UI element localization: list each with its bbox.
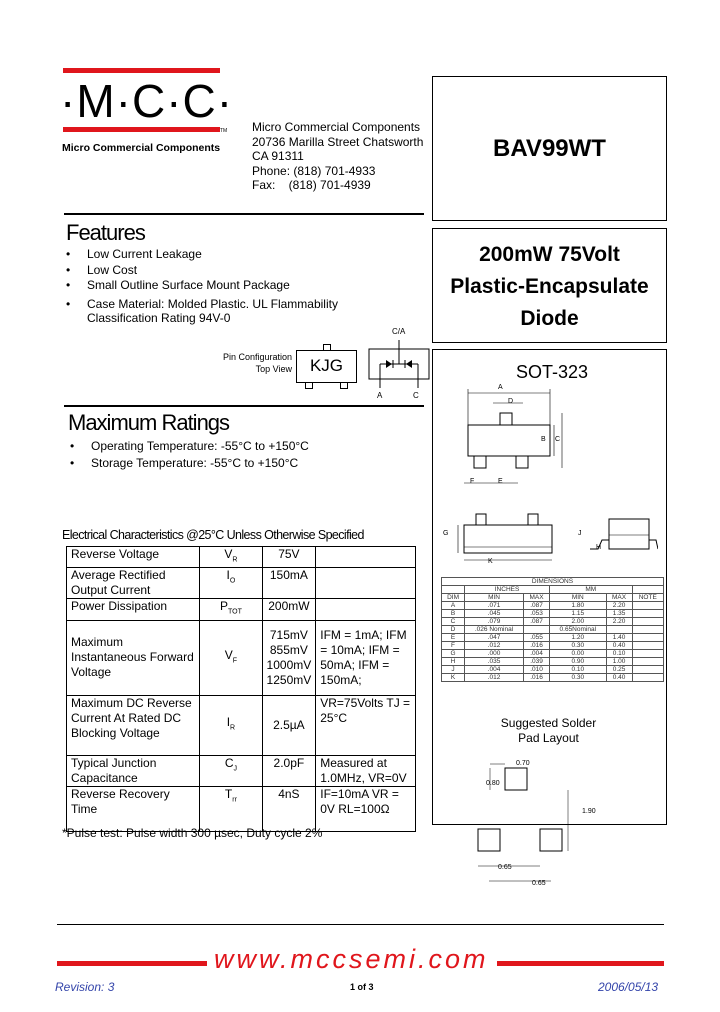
dim-row <box>442 650 664 658</box>
dim-cell <box>632 626 663 634</box>
dim-row <box>442 674 664 682</box>
dim-cell <box>606 626 632 634</box>
product-desc-box <box>432 228 667 343</box>
pin-right-label: C <box>413 391 419 400</box>
dim-cell: .012 <box>465 642 524 650</box>
table-row <box>67 695 416 755</box>
pulse-footnote: *Pulse test: Pulse width 300 µsec, Duty cycle 2% <box>62 826 323 840</box>
company-address <box>252 120 423 193</box>
dim-label-d: D <box>508 398 514 405</box>
dim-cell: .010 <box>524 666 550 674</box>
dimensions-table <box>441 577 664 682</box>
elec-symbol: $I_R$ <box>200 695 262 755</box>
date-text: 2006/05/13 <box>598 980 659 994</box>
elec-value: 2.0pF <box>262 755 316 786</box>
dim-cell: 1.15 <box>550 610 607 618</box>
dim-cell: 0.00 <box>550 650 607 658</box>
dim-cell: 1.20 <box>550 634 607 642</box>
feature-item: Low Current Leakage <box>87 247 202 261</box>
solder-dim: 0.65 <box>532 880 546 887</box>
dim-cell <box>632 666 663 674</box>
dim-cell: .055 <box>524 634 550 642</box>
dim-cell: .053 <box>524 610 550 618</box>
dim-cell: .035 <box>465 658 524 666</box>
elec-param: Average Rectified Output Current <box>67 568 200 599</box>
dim-label-g: G <box>443 530 449 537</box>
dim-group-mm: MM <box>550 586 633 594</box>
dim-cell: .045 <box>465 610 524 618</box>
table-row <box>67 547 416 568</box>
dim-col: NOTE <box>632 594 663 602</box>
elec-param: Maximum Instantaneous Forward Voltage <box>67 620 200 695</box>
ratings-list: • Operating Temperature: -55°C to +150°C • Storage Temperature: -55°C to +150°C <box>70 439 309 470</box>
elec-value: 4nS <box>262 786 316 831</box>
dim-cell: 0.40 <box>606 642 632 650</box>
address-line: Fax: (818) 701-4939 <box>252 178 371 192</box>
elec-symbol: $V_F$ <box>200 620 262 695</box>
dim-cell: H <box>442 658 465 666</box>
pin-stub <box>340 382 348 389</box>
dim-label-k: K <box>488 558 493 565</box>
table-row <box>67 599 416 620</box>
elec-symbol: $V_R$ <box>200 547 262 568</box>
product-desc-line: Diode <box>520 307 579 330</box>
dim-cell: .004 <box>524 650 550 658</box>
dim-cell: A <box>442 602 465 610</box>
elec-value: 2.5µA <box>262 695 316 755</box>
pin-config-label-2: Top View <box>255 364 292 374</box>
solder-title-1: Suggested Solder <box>500 716 597 730</box>
logo-tm: TM <box>220 128 228 134</box>
dim-col: DIM <box>442 594 465 602</box>
dim-cell: 0.65Nominal <box>550 626 607 634</box>
dim-cell: 0.30 <box>550 642 607 650</box>
dim-cell: 2.00 <box>550 618 607 626</box>
elec-cond <box>316 568 416 599</box>
dim-cell: 0.10 <box>606 650 632 658</box>
dim-cell: B <box>442 610 465 618</box>
marking-box <box>296 350 357 383</box>
dim-cell: .012 <box>465 674 524 682</box>
dim-cell <box>632 618 663 626</box>
dim-cell: 0.25 <box>606 666 632 674</box>
elec-value: 200mW <box>262 599 316 620</box>
schematic-icon <box>368 340 430 390</box>
feature-item: Low Cost <box>87 262 138 277</box>
dim-label-f: F <box>470 478 475 485</box>
elec-heading: Electrical Characteristics @25°C Unless Otherwise Specified <box>62 528 364 542</box>
dim-cell: .016 <box>524 674 550 682</box>
elec-param: Power Dissipation <box>67 599 200 620</box>
dim-row <box>442 626 664 634</box>
dim-row <box>442 642 664 650</box>
dim-cell: 2.20 <box>606 618 632 626</box>
dim-cell: F <box>442 642 465 650</box>
page-number: 1 of 3 <box>350 982 374 992</box>
dim-group-inches: INCHES <box>465 586 550 594</box>
solder-dim: 0.65 <box>498 864 512 871</box>
solder-dim: 0.70 <box>516 760 530 767</box>
dim-title: DIMENSIONS <box>442 578 664 586</box>
footer-red-bar-right <box>497 961 664 966</box>
elec-param: Typical Junction Capacitance <box>67 755 200 786</box>
dim-cell: J <box>442 666 465 674</box>
features-rule <box>64 213 424 215</box>
dim-cell: 1.35 <box>606 610 632 618</box>
elec-cond: VR=75Volts TJ = 25°C <box>316 695 416 755</box>
dim-cell <box>524 626 550 634</box>
pin-stub <box>305 382 313 389</box>
elec-cond <box>316 547 416 568</box>
logo-top-bar <box>63 68 220 73</box>
dim-row <box>442 634 664 642</box>
elec-symbol: $T_{rr}$ <box>200 786 262 831</box>
dim-cell: 0.10 <box>550 666 607 674</box>
elec-symbol: $C_J$ <box>200 755 262 786</box>
elec-cond: IF=10mA VR = 0V RL=100Ω <box>316 786 416 831</box>
dim-col: MAX <box>524 594 550 602</box>
dim-cell <box>632 634 663 642</box>
elec-cond: Measured at 1.0MHz, VR=0V <box>316 755 416 786</box>
dim-cell: 0.40 <box>606 674 632 682</box>
rating-item: Operating Temperature: -55°C to +150°C <box>91 439 309 453</box>
dim-label-h: H <box>596 544 602 551</box>
rating-item: Storage Temperature: -55°C to +150°C <box>91 455 299 470</box>
pin-config-label <box>200 351 292 375</box>
dim-cell: .079 <box>465 618 524 626</box>
marking-code: KJG <box>309 356 344 375</box>
dim-cell: .016 <box>524 642 550 650</box>
elec-symbol: $I_O$ <box>200 568 262 599</box>
product-desc-line: Plastic-Encapsulate <box>450 275 649 298</box>
pin-left-label: A <box>377 391 383 400</box>
dim-label-a: A <box>498 384 503 391</box>
dim-col: MIN <box>550 594 607 602</box>
dim-label-e: E <box>498 478 503 485</box>
address-line: Micro Commercial Components <box>252 120 421 134</box>
ratings-rule <box>64 405 424 407</box>
elec-value: 75V <box>262 547 316 568</box>
dim-label-j: J <box>578 530 582 537</box>
dim-row <box>442 602 664 610</box>
package-drawing-icon <box>438 385 658 585</box>
part-number: BAV99WT <box>493 135 606 162</box>
dim-cell: 1.80 <box>550 602 607 610</box>
package-name: SOT-323 <box>516 362 589 382</box>
dim-cell: 1.00 <box>606 658 632 666</box>
dim-cell: 2.20 <box>606 602 632 610</box>
table-row <box>67 786 416 831</box>
features-heading: Features <box>66 220 145 245</box>
dim-cell: .087 <box>524 602 550 610</box>
dim-col: MAX <box>606 594 632 602</box>
dim-cell: .026 Nominal <box>465 626 524 634</box>
dim-cell <box>632 650 663 658</box>
dim-cell: .004 <box>465 666 524 674</box>
website-link[interactable]: www.mccsemi.com <box>214 944 489 974</box>
dim-cell <box>632 642 663 650</box>
dim-cell: 0.90 <box>550 658 607 666</box>
elec-cond: IFM = 1mA; IFM = 10mA; IFM = 50mA; IFM = 150mA; <box>316 620 416 695</box>
dim-cell <box>632 602 663 610</box>
solder-dim: 1.90 <box>582 808 596 815</box>
elec-param: Maximum DC Reverse Current At Rated DC Blocking Voltage <box>67 695 200 755</box>
pin-stub <box>323 344 331 351</box>
dim-cell: C <box>442 618 465 626</box>
logo-text: ·M·C·C· <box>60 75 234 127</box>
dim-cell: D <box>442 626 465 634</box>
address-line: CA 91311 <box>252 149 304 163</box>
elec-table <box>66 546 416 832</box>
dim-cell: G <box>442 650 465 658</box>
dim-label-b: B <box>541 436 546 443</box>
dim-cell: .039 <box>524 658 550 666</box>
elec-value: 150mA <box>262 568 316 599</box>
logo-bottom-bar <box>63 127 220 132</box>
footer-red-bar-left <box>57 961 207 966</box>
table-row <box>67 568 416 599</box>
table-row <box>67 620 416 695</box>
solder-title <box>432 716 665 746</box>
pin-top-label: C/A <box>392 327 406 336</box>
solder-pad-icon <box>470 748 580 898</box>
elec-value: 715mV 855mV 1000mV 1250mV <box>262 620 316 695</box>
features-list: • Low Current Leakage • Low Cost • Small Outline Surface Mount Package • Case Material: Molded Plastic. UL Flammability Classification Rating 94V-0 <box>66 247 386 326</box>
dim-cell: .047 <box>465 634 524 642</box>
dim-cell <box>632 674 663 682</box>
product-desc-line: 200mW 75Volt <box>479 243 620 266</box>
dim-row <box>442 666 664 674</box>
dim-cell: E <box>442 634 465 642</box>
dim-row <box>442 618 664 626</box>
part-number-box <box>432 76 667 221</box>
dim-cell <box>632 658 663 666</box>
dim-cell: .071 <box>465 602 524 610</box>
elec-param: Reverse Recovery Time <box>67 786 200 831</box>
dim-cell <box>632 610 663 618</box>
elec-symbol: $P_{TOT}$ <box>200 599 262 620</box>
logo-caption: Micro Commercial Components <box>62 142 221 154</box>
dim-row <box>442 658 664 666</box>
address-line: 20736 Marilla Street Chatsworth <box>252 134 424 149</box>
pin-config-label-1: Pin Configuration <box>222 352 292 362</box>
dim-col: MIN <box>465 594 524 602</box>
table-row <box>67 755 416 786</box>
dim-cell: 0.30 <box>550 674 607 682</box>
dim-cell: .000 <box>465 650 524 658</box>
elec-cond <box>316 599 416 620</box>
dim-label-c: C <box>555 436 561 443</box>
feature-item: Small Outline Surface Mount Package <box>87 278 290 292</box>
dim-cell: K <box>442 674 465 682</box>
dim-row <box>442 610 664 618</box>
dim-cell: 1.40 <box>606 634 632 642</box>
address-line: Phone: (818) 701-4933 <box>252 163 376 178</box>
feature-item: Case Material: Molded Plastic. UL Flammability Classification Rating 94V-0 <box>87 296 338 325</box>
elec-param: Reverse Voltage <box>67 547 200 568</box>
solder-dim: 0.80 <box>486 780 500 787</box>
revision-text: Revision: 3 <box>55 980 115 994</box>
solder-title-2: Pad Layout <box>518 731 579 745</box>
ratings-heading: Maximum Ratings <box>68 410 230 435</box>
footer-rule <box>57 924 664 925</box>
dim-cell: .087 <box>524 618 550 626</box>
